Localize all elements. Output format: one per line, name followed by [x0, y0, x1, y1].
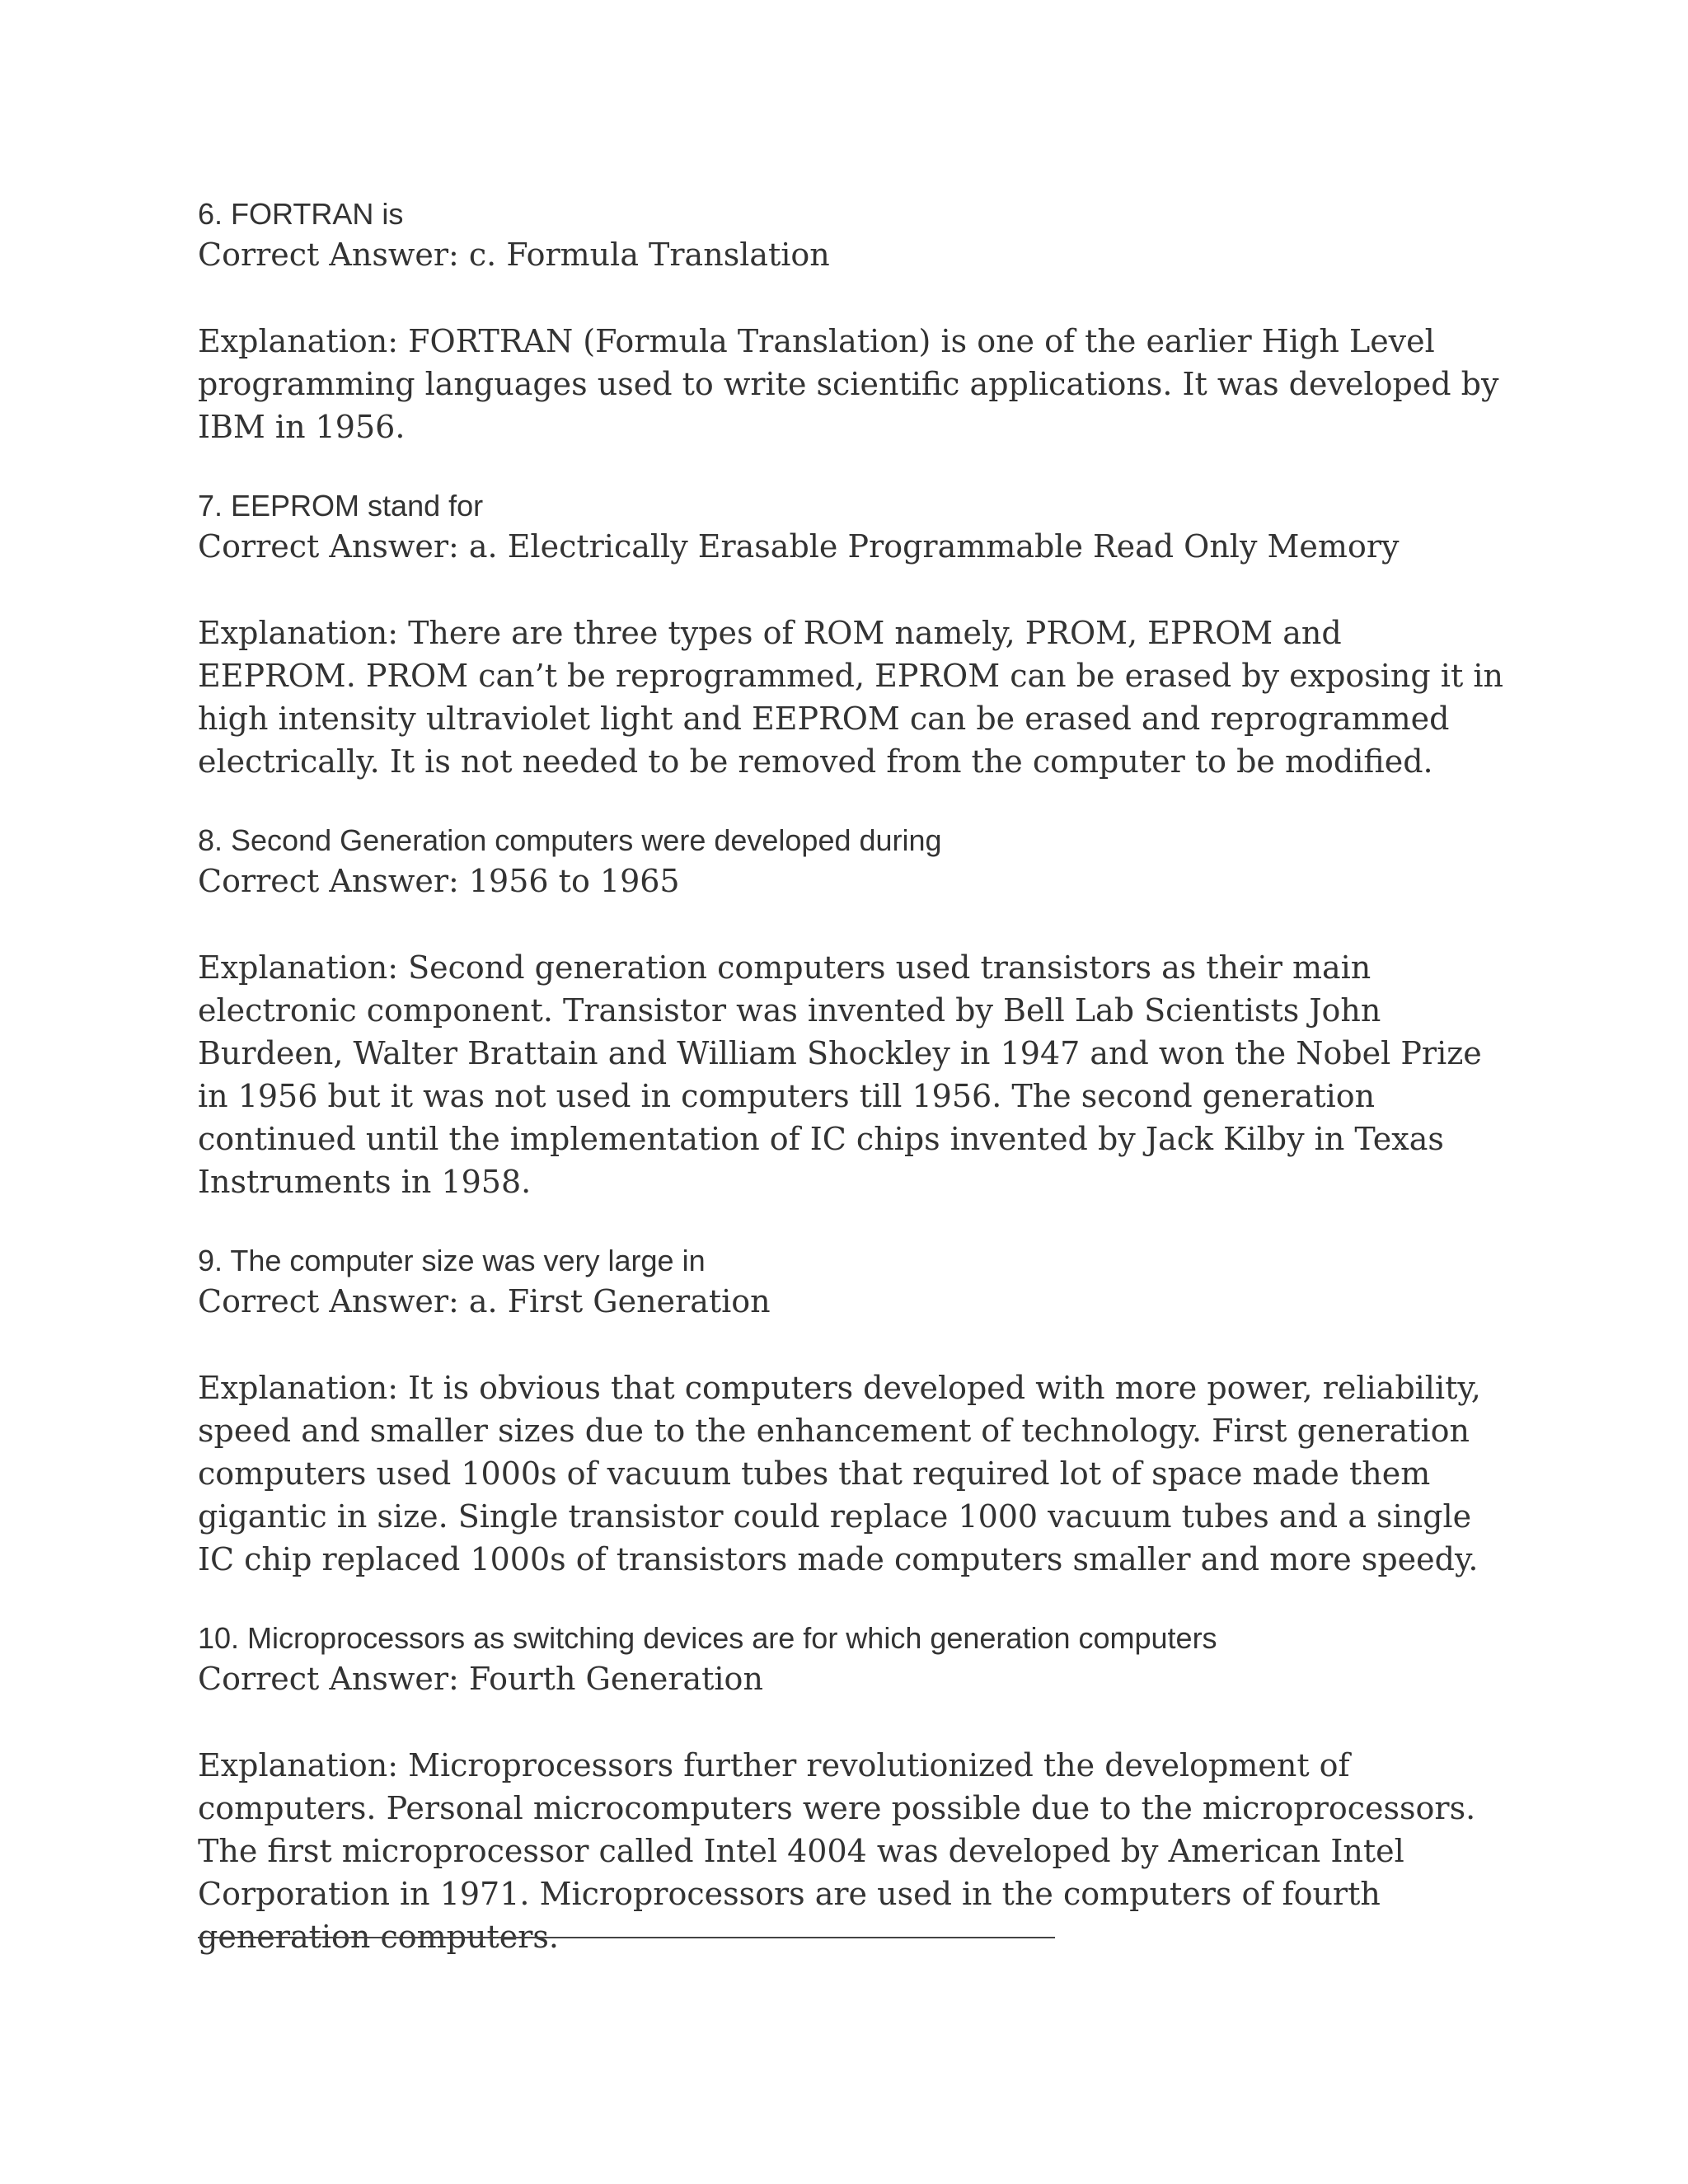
correct-answer: Correct Answer: 1956 to 1965	[198, 863, 680, 899]
horizontal-divider	[198, 1937, 1055, 1938]
explanation-text: Explanation: It is obvious that computers developed with more power, reliability, speed and smaller sizes due to the enhancement of technology. First generation computers used 1000s of vacuum tubes that required lot of space made them gigantic in size. Single transistor could replace 1000 vacuum tubes and a single IC chip replaced 1000s of transistors made computers smaller and more speedy.	[198, 1370, 1481, 1577]
explanation-text: Explanation: There are three types of ROM namely, PROM, EPROM and EEPROM. PROM can’t be reprogrammed, EPROM can be erased by exposing it in high intensity ultraviolet light and EEPROM can be erased and reprogrammed electrically. It is not needed to be removed from the computer to be modified.	[198, 615, 1503, 780]
explanation-text: Explanation: Second generation computers used transistors as their main electronic component. Transistor was invented by Bell Lab Scientists John Burdeen, Walter Brattain and William Shockley in 1947 and won the Nobel Prize in 1956 but it was not used in computers till 1956. The second generation continued until the implementation of IC chips invented by Jack Kilby in Texas Instruments in 1958.	[198, 949, 1482, 1200]
explanation-text: Explanation: Microprocessors further revolutionized the development of computers. Personal microcomputers were possible due to the microprocessors. The first microprocessor called Intel 4004 was developed by American Intel Corporation in 1971. Microprocessors are used in the computers of fourth generation computers.	[198, 1747, 1476, 1955]
qa-item-10	[198, 1620, 1533, 1958]
correct-answer: Correct Answer: c. Formula Translation	[198, 237, 830, 273]
correct-answer: Correct Answer: Fourth Generation	[198, 1661, 763, 1697]
correct-answer: Correct Answer: a. First Generation	[198, 1283, 771, 1319]
question-text: 6. FORTRAN is	[198, 197, 404, 231]
question-text: 9. The computer size was very large in	[198, 1244, 706, 1277]
correct-answer: Correct Answer: a. Electrically Erasable Programmable Read Only Memory	[198, 528, 1400, 565]
qa-item-6	[198, 196, 1533, 448]
qa-item-8	[198, 823, 1533, 1203]
question-text: 10. Microprocessors as switching devices are for which generation computers	[198, 1621, 1217, 1655]
question-text: 8. Second Generation computers were developed during	[198, 823, 942, 857]
question-text: 7. EEPROM stand for	[198, 489, 484, 523]
explanation-text: Explanation: FORTRAN (Formula Translation) is one of the earlier High Level programming languages used to write scientific applications. It was developed by IBM in 1956.	[198, 323, 1499, 445]
qa-item-7	[198, 488, 1533, 783]
qa-list	[198, 196, 1533, 1958]
qa-item-9	[198, 1243, 1533, 1581]
